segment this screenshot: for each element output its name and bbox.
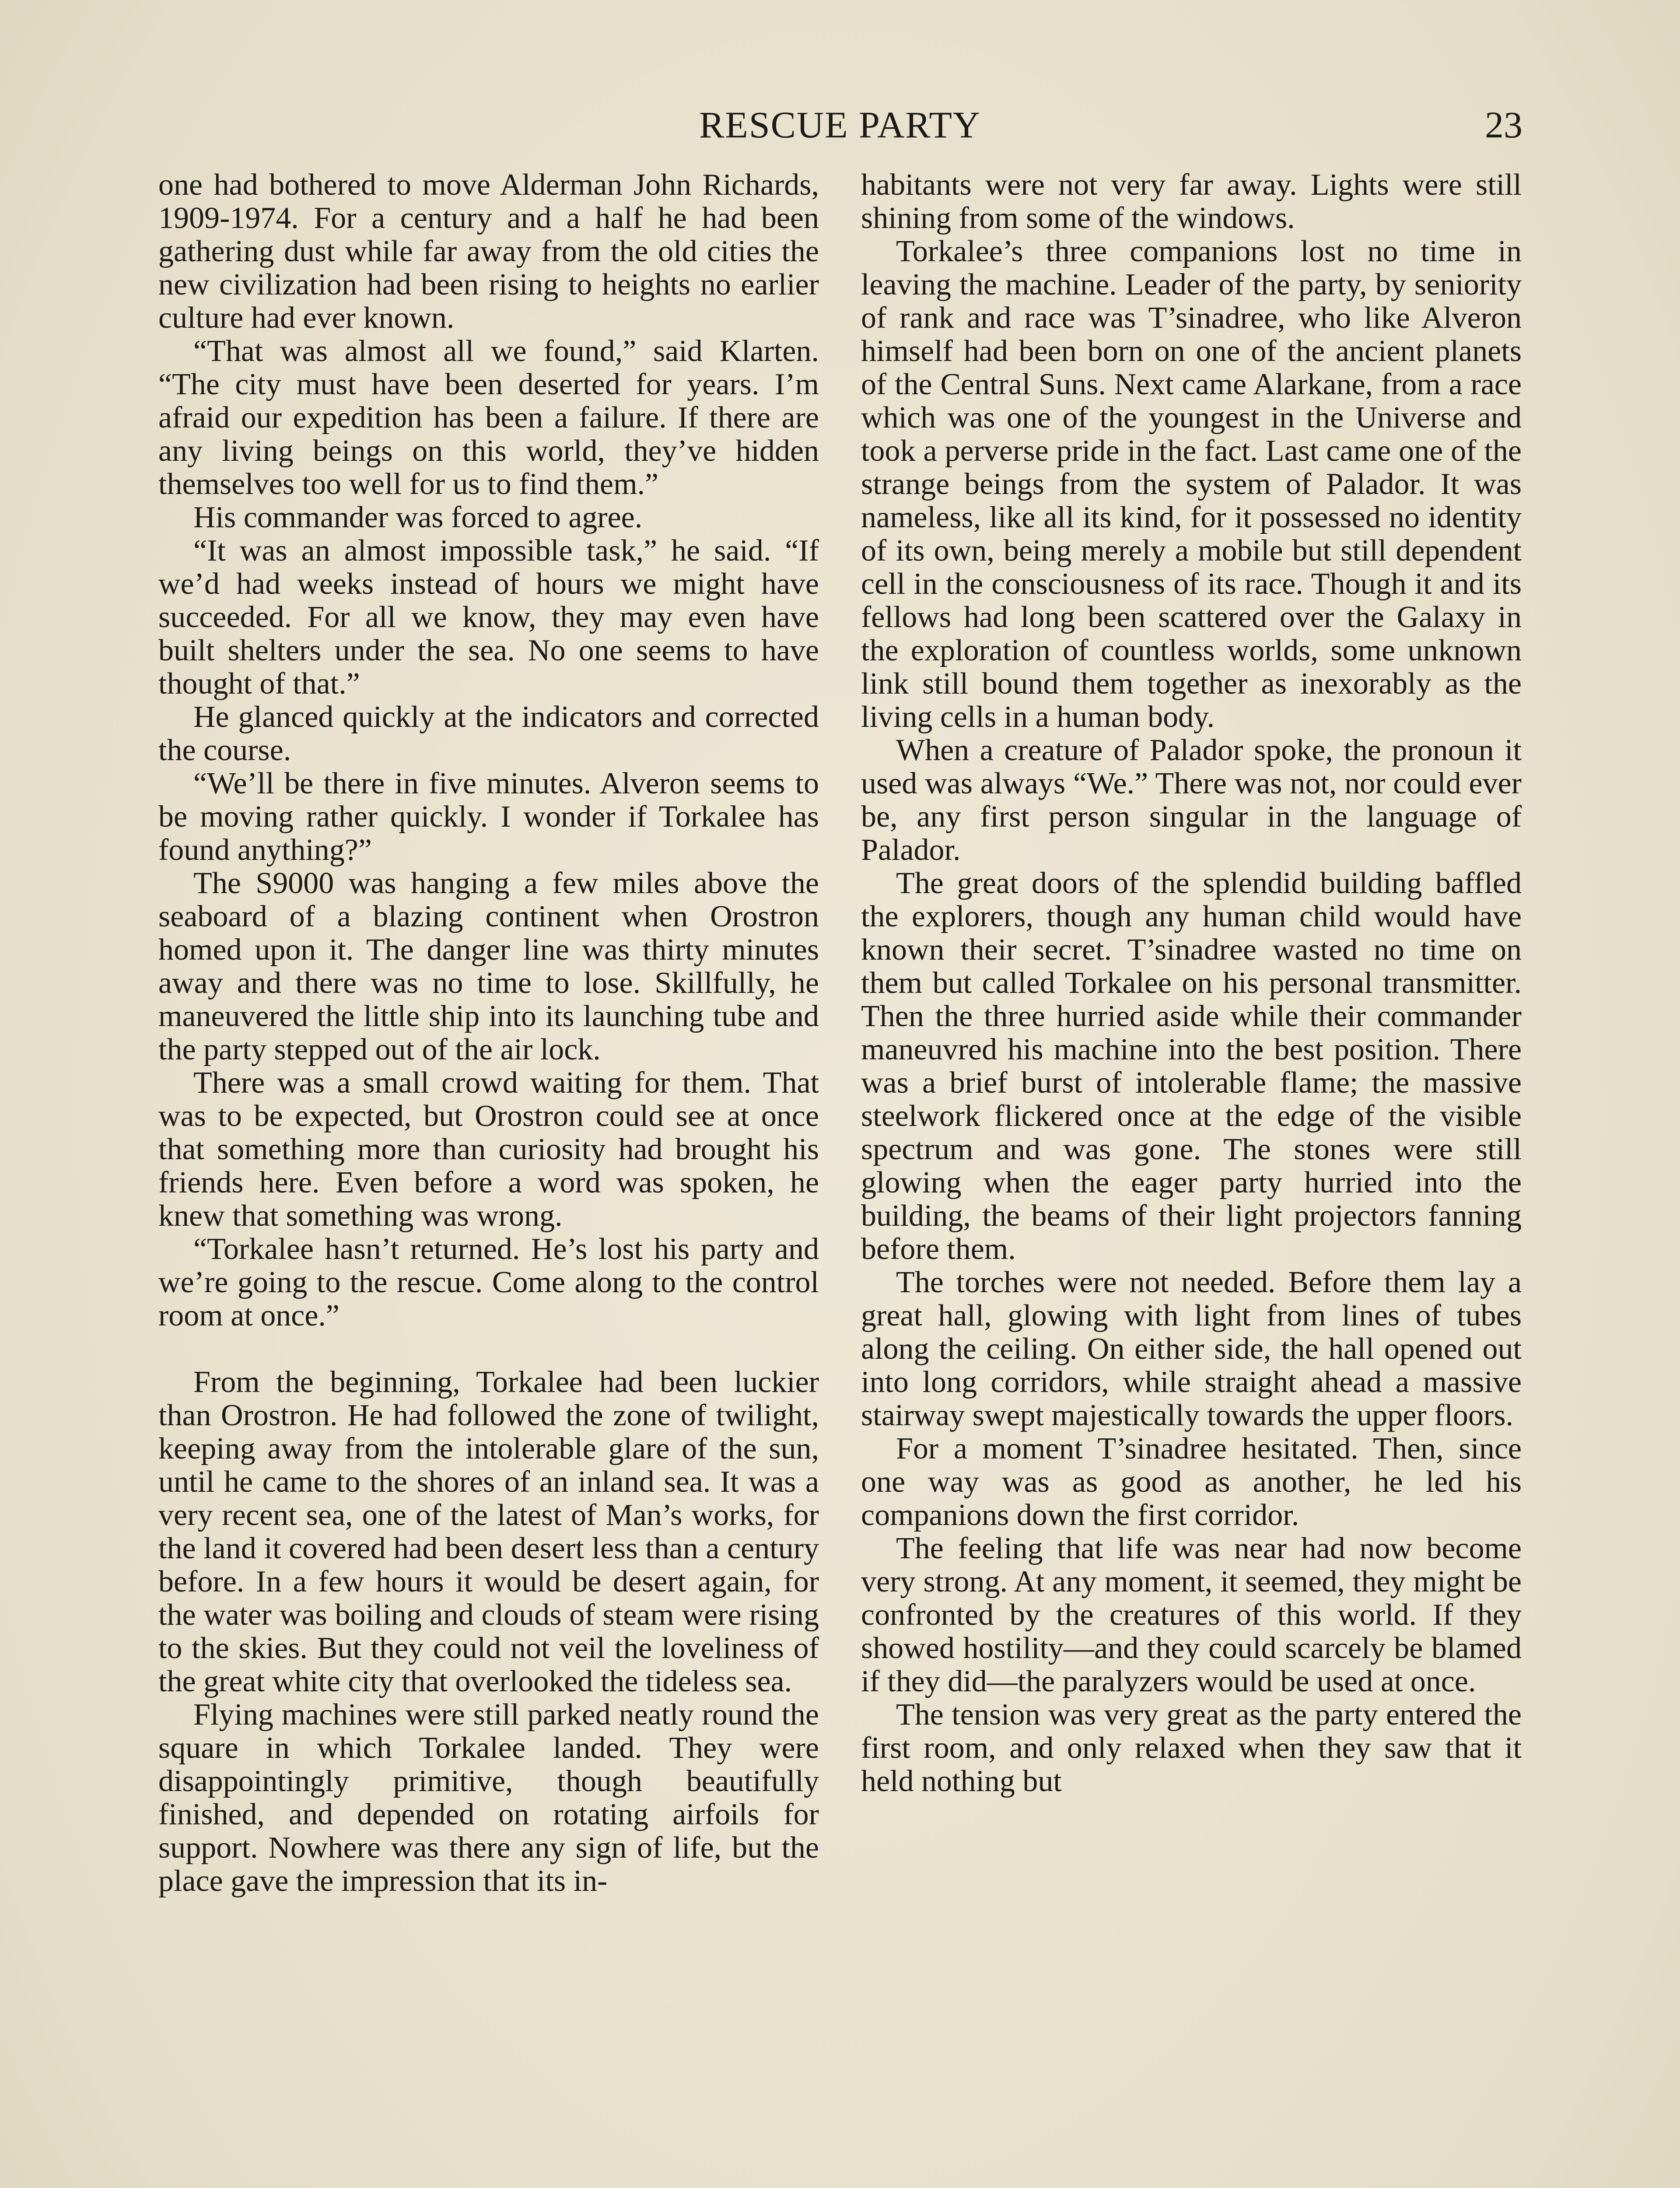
paragraph: “Torkalee hasn’t returned. He’s lost his party and we’re going to the rescue. Come along to the control room at once.” (158, 1232, 819, 1332)
right-column (861, 168, 1522, 1798)
running-head: RESCUE PARTY (699, 104, 981, 146)
paragraph: The great doors of the splendid building baffled the explorers, though any human child would have known their secret. T’sinadree wasted no time on them but called Torkalee on his personal transmitter. Then the three hurried aside while their commander maneuvred his machine into the best position. There was a brief burst of intolerable flame; the massive steelwork flickered once at the edge of the visible spectrum and was gone. The stones were still glowing when the eager party hurried into the building, the beams of their light projectors fanning before them. (861, 866, 1522, 1266)
paragraph: one had bothered to move Alderman John Richards, 1909-1974. For a century and a half he had been gathering dust while far away from the old cities the new civilization had been rising to heights no earlier culture had ever known. (158, 168, 819, 335)
paragraph: There was a small crowd waiting for them. That was to be expected, but Orostron could see at once that something more than curiosity had brought his friends here. Even before a word was spoken, he knew that something was wrong. (158, 1066, 819, 1233)
paragraph: The feeling that life was near had now become very strong. At any moment, it seemed, they might be confronted by the creatures of this world. If they showed hostility—and they could scarcely be blamed if they did—the paralyzers would be used at once. (861, 1532, 1522, 1698)
page-number: 23 (1485, 104, 1522, 146)
paragraph: The tension was very great as the party entered the first room, and only relaxed when they saw that it held nothing but (861, 1698, 1522, 1798)
paragraph: He glanced quickly at the indicators and corrected the course. (158, 700, 819, 767)
paragraph: Flying machines were still parked neatly round the square in which Torkalee landed. They were disappointingly primitive, though beautifully finished, and depended on rotating airfoils for support. Nowhere was there any sign of life, but the place gave the impression that its in- (158, 1698, 819, 1898)
paragraph: “It was an almost impossible task,” he said. “If we’d had weeks instead of hours we might have succeeded. For all we know, they may even have built shelters under the sea. No one seems to have thought of that.” (158, 534, 819, 701)
page-header (158, 101, 1522, 153)
paragraph: When a creature of Palador spoke, the pronoun it used was always “We.” There was not, nor could ever be, any first person singular in the language of Palador. (861, 733, 1522, 867)
paragraph: “That was almost all we found,” said Klarten. “The city must have been deserted for years. I’m afraid our expedition has been a failure. If there are any living beings on this world, they’ve hidden themselves too well for us to find them.” (158, 334, 819, 501)
paragraph: From the beginning, Torkalee had been luckier than Orostron. He had followed the zone of twilight, keeping away from the intolerable glare of the sun, until he came to the shores of an inland sea. It was a very recent sea, one of the latest of Man’s works, for the land it covered had been desert less than a century before. In a few hours it would be desert again, for the water was boiling and clouds of steam were rising to the skies. But they could not veil the loveliness of the great white city that overlooked the tideless sea. (158, 1365, 819, 1698)
paragraph: Torkalee’s three companions lost no time in leaving the machine. Leader of the party, by seniority of rank and race was T’sinadree, who like Alveron himself had been born on one of the ancient planets of the Central Suns. Next came Alarkane, from a race which was one of the youngest in the Universe and took a perverse pride in the fact. Last came one of the strange beings from the system of Palador. It was nameless, like all its kind, for it possessed no identity of its own, being merely a mobile but still dependent cell in the consciousness of its race. Though it and its fellows had long been scattered over the Galaxy in the exploration of countless worlds, some unknown link still bound them together as inexorably as the living cells in a human body. (861, 235, 1522, 734)
paragraph: habitants were not very far away. Lights were still shining from some of the windows. (861, 168, 1522, 235)
paragraph: For a moment T’sinadree hesitated. Then, since one way was as good as another, he led his companions down the first corridor. (861, 1432, 1522, 1532)
left-column (158, 168, 819, 1898)
paragraph: The S9000 was hanging a few miles above the seaboard of a blazing continent when Orostron homed upon it. The danger line was thirty minutes away and there was no time to lose. Skillfully, he maneuvered the little ship into its launching tube and the party stepped out of the air lock. (158, 866, 819, 1066)
paragraph: His commander was forced to agree. (193, 501, 643, 534)
paragraph: “We’ll be there in five minutes. Alveron seems to be moving rather quickly. I wonder if Torkalee has found anything?” (158, 767, 819, 867)
paragraph: The torches were not needed. Before them lay a great hall, glowing with light from lines of tubes along the ceiling. On either side, the hall opened out into long corridors, while straight ahead a massive stairway swept majestically towards the upper floors. (861, 1266, 1522, 1432)
